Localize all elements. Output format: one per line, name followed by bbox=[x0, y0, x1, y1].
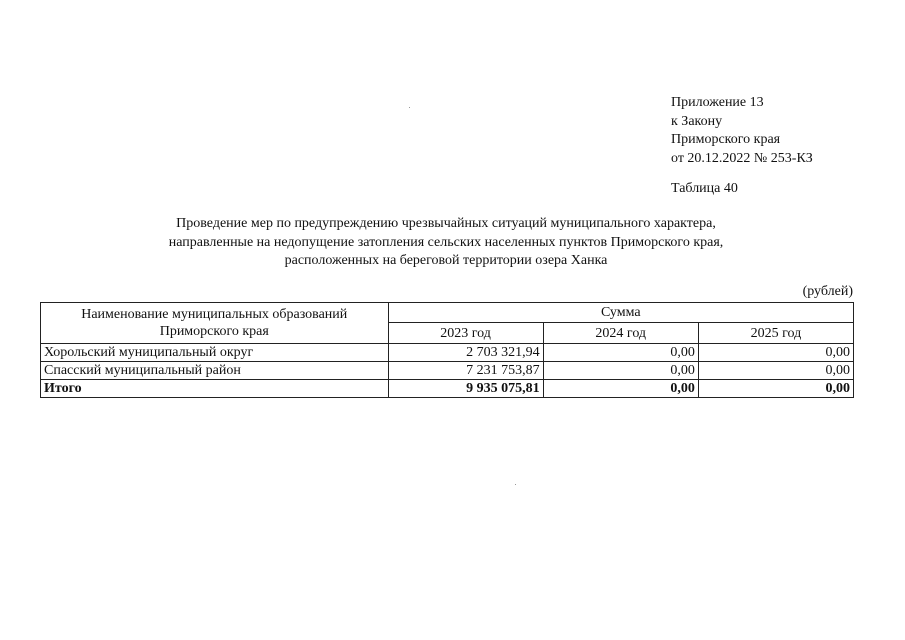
row-value-2025: 0,00 bbox=[698, 362, 853, 380]
units-label: (рублей) bbox=[802, 284, 853, 299]
header-year-2024: 2024 год bbox=[543, 323, 698, 344]
budget-table bbox=[40, 302, 854, 398]
row-name: Спасский муниципальный район bbox=[41, 362, 389, 380]
header-year-2023: 2023 год bbox=[388, 323, 543, 344]
total-value-2024: 0,00 bbox=[543, 380, 698, 398]
scan-dot bbox=[515, 484, 516, 485]
document-title bbox=[40, 215, 852, 271]
appendix-line: к Закону bbox=[671, 113, 723, 129]
row-name: Хорольский муниципальный округ bbox=[41, 344, 389, 362]
appendix-line: от 20.12.2022 № 253-КЗ bbox=[671, 150, 813, 166]
row-value-2023: 2 703 321,94 bbox=[388, 344, 543, 362]
title-line: направленные на недопущение затопления сельских населенных пунктов Приморского края, bbox=[168, 234, 724, 250]
total-value-2025: 0,00 bbox=[698, 380, 853, 398]
row-value-2024: 0,00 bbox=[543, 362, 698, 380]
title-line: Проведение мер по предупреждению чрезвычайных ситуаций муниципального характера, bbox=[176, 216, 716, 231]
table-number: Таблица 40 bbox=[671, 181, 738, 196]
row-value-2023: 7 231 753,87 bbox=[388, 362, 543, 380]
header-year-2025: 2025 год bbox=[698, 323, 853, 344]
row-value-2024: 0,00 bbox=[543, 344, 698, 362]
table-row bbox=[41, 344, 854, 362]
header-name: Наименование муниципальных образований Приморского края bbox=[41, 303, 389, 344]
title-line: расположенных на береговой территории озера Ханка bbox=[284, 253, 608, 268]
header-sum: Сумма bbox=[388, 303, 853, 323]
row-value-2025: 0,00 bbox=[698, 344, 853, 362]
total-row bbox=[41, 380, 854, 398]
table-row bbox=[41, 362, 854, 380]
total-label: Итого bbox=[41, 380, 389, 398]
appendix-line: Приложение 13 bbox=[671, 95, 764, 110]
appendix-header bbox=[671, 94, 813, 168]
scan-dot bbox=[409, 107, 410, 108]
total-value-2023: 9 935 075,81 bbox=[388, 380, 543, 398]
appendix-line: Приморского края bbox=[671, 132, 781, 147]
